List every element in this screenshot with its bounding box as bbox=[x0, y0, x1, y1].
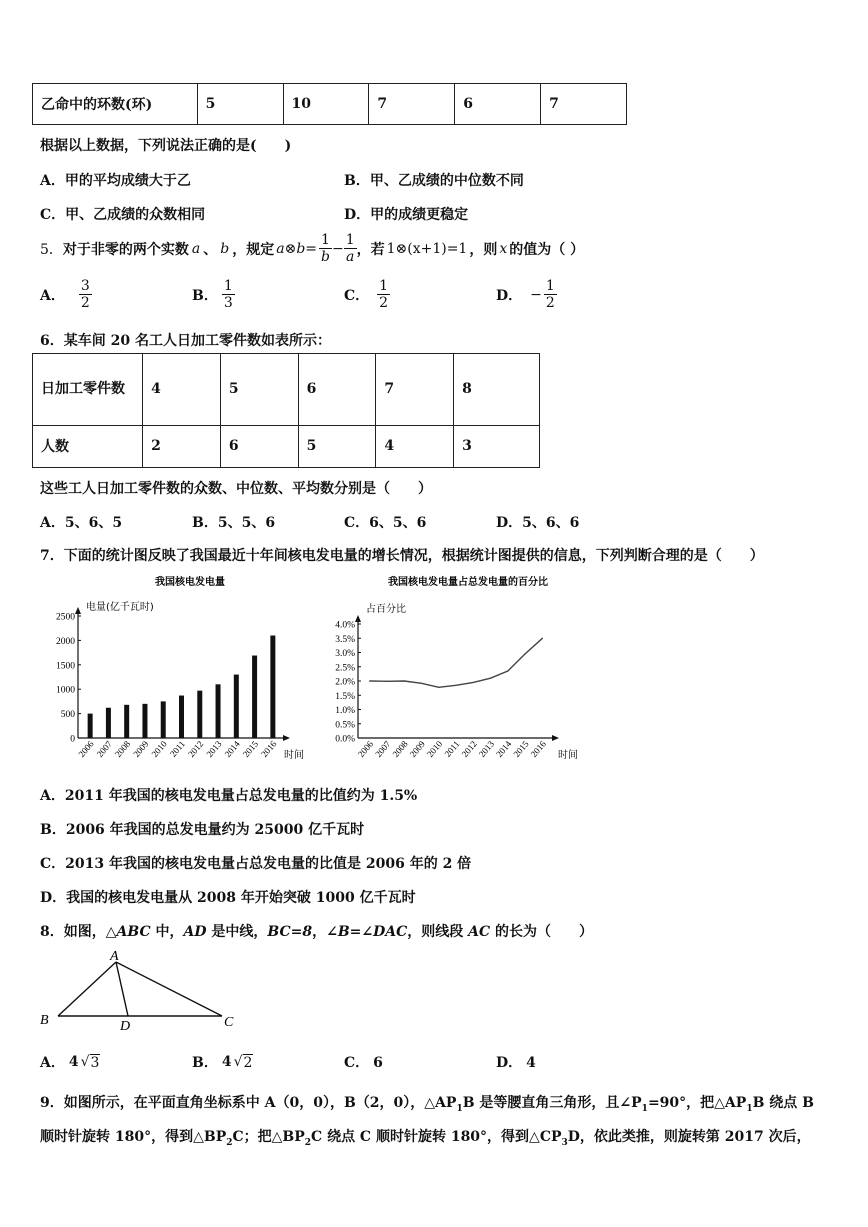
q6-option-a: A．5、6、5 bbox=[40, 515, 123, 531]
x-tick-label: 2014 bbox=[494, 738, 514, 760]
y-tick-label: 500 bbox=[60, 710, 75, 721]
q7-stem: 7．下面的统计图反映了我国最近十年间核电发电量的增长情况，根据统计图提供的信息，下列判断合理的是（ ） bbox=[40, 548, 764, 564]
y-tick-label: 2000 bbox=[56, 636, 75, 647]
data-point bbox=[490, 678, 491, 679]
bar bbox=[234, 675, 239, 738]
table-cell: 5 bbox=[298, 425, 376, 467]
q4-option-a: A．甲的平均成绩大于乙 bbox=[40, 173, 191, 189]
segment-ac bbox=[116, 962, 222, 1016]
x-tick-label: 2010 bbox=[425, 738, 445, 760]
table-row-label: 日加工零件数 bbox=[33, 354, 143, 426]
data-point bbox=[507, 670, 508, 671]
table-cell: 10 bbox=[283, 84, 369, 125]
table-row bbox=[33, 425, 540, 467]
x-tick-label: 2011 bbox=[168, 738, 188, 759]
table-cell: 6 bbox=[220, 425, 298, 467]
table-row-label: 乙命中的环数(环) bbox=[33, 84, 198, 125]
parts-table bbox=[32, 353, 540, 468]
q9-line-1: 9．如图所示，在平面直角坐标系中 A（0，0），B（2，0），$\triangle AP_1B$ 是等腰直角三角形，且$\angle P_1=90^\circ$，把$\triangle AP_1B$ 绕点 B bbox=[40, 1095, 814, 1114]
x-tick-label: 2015 bbox=[240, 738, 261, 760]
data-point bbox=[438, 687, 439, 688]
x-tick-label: 2012 bbox=[186, 738, 206, 760]
x-tick-label: 2007 bbox=[94, 738, 114, 760]
chart-title: 我国核电发电量占总发电量的百分比 bbox=[388, 577, 548, 588]
table-cell: 4 bbox=[143, 354, 221, 426]
table-cell: 4 bbox=[376, 425, 454, 467]
x-axis-label: 时间 bbox=[284, 750, 304, 761]
bar bbox=[216, 684, 221, 738]
x-tick-label: 2006 bbox=[76, 738, 96, 760]
q5-option-a: A． $\frac{3}{2}$ bbox=[40, 278, 90, 311]
x-tick-label: 2007 bbox=[373, 738, 393, 760]
table-cell: 7 bbox=[369, 84, 455, 125]
bar bbox=[270, 636, 275, 738]
sqrt-icon: √ bbox=[80, 1054, 90, 1070]
y-tick-label: 3.5% bbox=[335, 634, 355, 645]
y-axis-label: 电量(亿千瓦时) bbox=[86, 602, 154, 613]
y-axis-arrow-icon bbox=[355, 615, 361, 622]
y-tick-label: 0.5% bbox=[335, 720, 355, 731]
q6-question: 这些工人日加工零件数的众数、中位数、平均数分别是（ ） bbox=[40, 481, 432, 497]
table-cell: 3 bbox=[454, 425, 540, 467]
q5-option-d: D． − $\frac{1}{2}$ bbox=[496, 278, 555, 311]
q5-option-b: B． $\frac{1}{3}$ bbox=[192, 278, 233, 311]
table-row bbox=[33, 354, 540, 426]
q4-option-d: D．甲的成绩更稳定 bbox=[344, 207, 469, 223]
y-tick-label: 3.0% bbox=[335, 649, 355, 659]
x-tick-label: 2016 bbox=[528, 738, 548, 760]
x-tick-label: 2014 bbox=[222, 738, 242, 760]
segment-ab bbox=[58, 962, 116, 1016]
y-tick-label: 2.0% bbox=[335, 677, 355, 688]
series-line bbox=[370, 638, 543, 687]
table-cell: 7 bbox=[541, 84, 627, 125]
q6-option-c: C．6、5、6 bbox=[344, 515, 427, 531]
y-tick-label: 1.5% bbox=[335, 691, 355, 702]
chart-title: 我国核电发电量 bbox=[155, 577, 225, 588]
data-point bbox=[455, 685, 456, 686]
nuclear-power-bar-chart bbox=[40, 572, 310, 767]
x-tick-label: 2008 bbox=[112, 738, 133, 760]
y-tick-label: 4.0% bbox=[335, 620, 355, 631]
q6-stem: 6．某车间 20 名工人日加工零件数如表所示： bbox=[40, 333, 331, 349]
bar bbox=[197, 691, 202, 738]
fraction: $\frac{1}{3}$ bbox=[223, 278, 233, 311]
segment-ad bbox=[116, 962, 128, 1016]
data-point bbox=[404, 680, 405, 681]
table-cell: 7 bbox=[376, 354, 454, 426]
x-tick-label: 2013 bbox=[204, 738, 224, 760]
x-tick-label: 2013 bbox=[476, 738, 497, 760]
q6-option-d: D．5、6、6 bbox=[496, 515, 580, 531]
data-point bbox=[524, 653, 525, 654]
q4-option-c: C．甲、乙成绩的众数相同 bbox=[40, 207, 206, 223]
bar bbox=[106, 708, 111, 738]
q8-option-c: C． 6 bbox=[344, 1055, 383, 1071]
x-axis-arrow-icon bbox=[283, 735, 290, 741]
bar bbox=[142, 704, 147, 738]
q8-stem: 8．如图，△ABC 中，AD 是中线，BC=8，∠B=∠DAC，则线段 AC 的长为（ ） bbox=[40, 924, 594, 940]
table-cell: 6 bbox=[455, 84, 541, 125]
table-cell: 2 bbox=[143, 425, 221, 467]
nuclear-share-line-chart bbox=[318, 572, 588, 767]
y-tick-label: 2.5% bbox=[335, 663, 355, 674]
table-cell: 6 bbox=[298, 354, 376, 426]
data-point bbox=[386, 681, 387, 682]
data-point bbox=[473, 682, 474, 683]
sqrt-icon: √ bbox=[233, 1054, 243, 1070]
table-row bbox=[33, 84, 627, 125]
q7-option-d: D．我国的核电发电量从 2008 年开始突破 1000 亿千瓦时 bbox=[40, 890, 416, 906]
y-axis-label: 占百分比 bbox=[366, 604, 406, 615]
x-tick-label: 2010 bbox=[149, 738, 169, 760]
fraction: $\frac{1}{a}$ bbox=[345, 232, 355, 265]
x-tick-label: 2012 bbox=[459, 738, 479, 760]
bar bbox=[124, 705, 129, 738]
q5-stem: 5． 对于非零的两个实数 a 、 b ，规定 a⊗b= $\frac{1}{b}$ − $\frac{1}{a}$ ，若 1⊗(x+1)=1 ，则 x 的值为（ ） bbox=[40, 232, 585, 265]
score-table bbox=[32, 83, 627, 125]
vertex-d-label: D bbox=[120, 1019, 131, 1033]
bar bbox=[88, 714, 93, 738]
data-point bbox=[369, 680, 370, 681]
bar bbox=[252, 656, 257, 738]
q6-option-b: B．5、5、6 bbox=[192, 515, 276, 531]
x-tick-label: 2009 bbox=[407, 738, 427, 760]
triangle-figure bbox=[36, 948, 246, 1033]
q7-option-c: C．2013 年我国的核电发电量占总发电量的比值是 2006 年的 2 倍 bbox=[40, 856, 472, 872]
table-cell: 8 bbox=[454, 354, 540, 426]
table-cell: 5 bbox=[197, 84, 283, 125]
y-axis-arrow-icon bbox=[75, 607, 81, 614]
q9-line-2: 顺时针旋转 180°，得到$\triangle BP_2C$；把$\triangle BP_2C$ 绕点 C 顺时针旋转 180°，得到$\triangle CP_3D$，依此类推，则旋转第 2017 次后， bbox=[40, 1129, 811, 1148]
bar bbox=[161, 701, 166, 738]
table-cell: 5 bbox=[220, 354, 298, 426]
q5-option-c: C． $\frac{1}{2}$ bbox=[344, 278, 389, 311]
x-tick-label: 2008 bbox=[390, 738, 410, 760]
y-tick-label: 1500 bbox=[56, 661, 75, 672]
data-point bbox=[421, 683, 422, 684]
x-axis-label: 时间 bbox=[558, 750, 578, 761]
x-axis-arrow-icon bbox=[552, 735, 559, 741]
y-tick-label: 1.0% bbox=[335, 706, 355, 716]
fraction: $\frac{1}{2}$ bbox=[379, 278, 389, 311]
x-tick-label: 2016 bbox=[259, 738, 279, 760]
fraction: $\frac{3}{2}$ bbox=[80, 278, 90, 311]
x-tick-label: 2011 bbox=[442, 738, 462, 759]
x-tick-label: 2006 bbox=[355, 738, 376, 760]
q7-option-a: A．2011 年我国的核电发电量占总发电量的比值约为 1.5% bbox=[40, 788, 418, 804]
x-tick-label: 2009 bbox=[131, 738, 151, 760]
vertex-a-label: A bbox=[110, 949, 119, 964]
q8-option-d: D． 4 bbox=[496, 1055, 536, 1071]
fraction: $\frac{1}{b}$ bbox=[321, 232, 330, 265]
y-tick-label: 1000 bbox=[56, 685, 75, 696]
y-tick-label: 0 bbox=[70, 734, 75, 745]
q8-option-b: B． 4 √ 2 bbox=[192, 1054, 253, 1071]
data-point bbox=[542, 638, 543, 639]
fraction: $\frac{1}{2}$ bbox=[545, 278, 555, 311]
y-tick-label: 0.0% bbox=[335, 734, 355, 745]
q4-option-b: B．甲、乙成绩的中位数不同 bbox=[344, 173, 524, 189]
q8-option-a: A． 4 √ 3 bbox=[40, 1054, 100, 1071]
x-tick-label: 2015 bbox=[511, 738, 531, 760]
q7-option-b: B．2006 年我国的总发电量约为 25000 亿千瓦时 bbox=[40, 822, 365, 838]
vertex-c-label: C bbox=[224, 1015, 234, 1030]
table-row-label: 人数 bbox=[33, 425, 143, 467]
bar bbox=[179, 696, 184, 738]
vertex-b-label: B bbox=[40, 1013, 49, 1028]
q4-stem: 根据以上数据，下列说法正确的是( ) bbox=[40, 138, 292, 154]
y-tick-label: 2500 bbox=[56, 612, 75, 623]
